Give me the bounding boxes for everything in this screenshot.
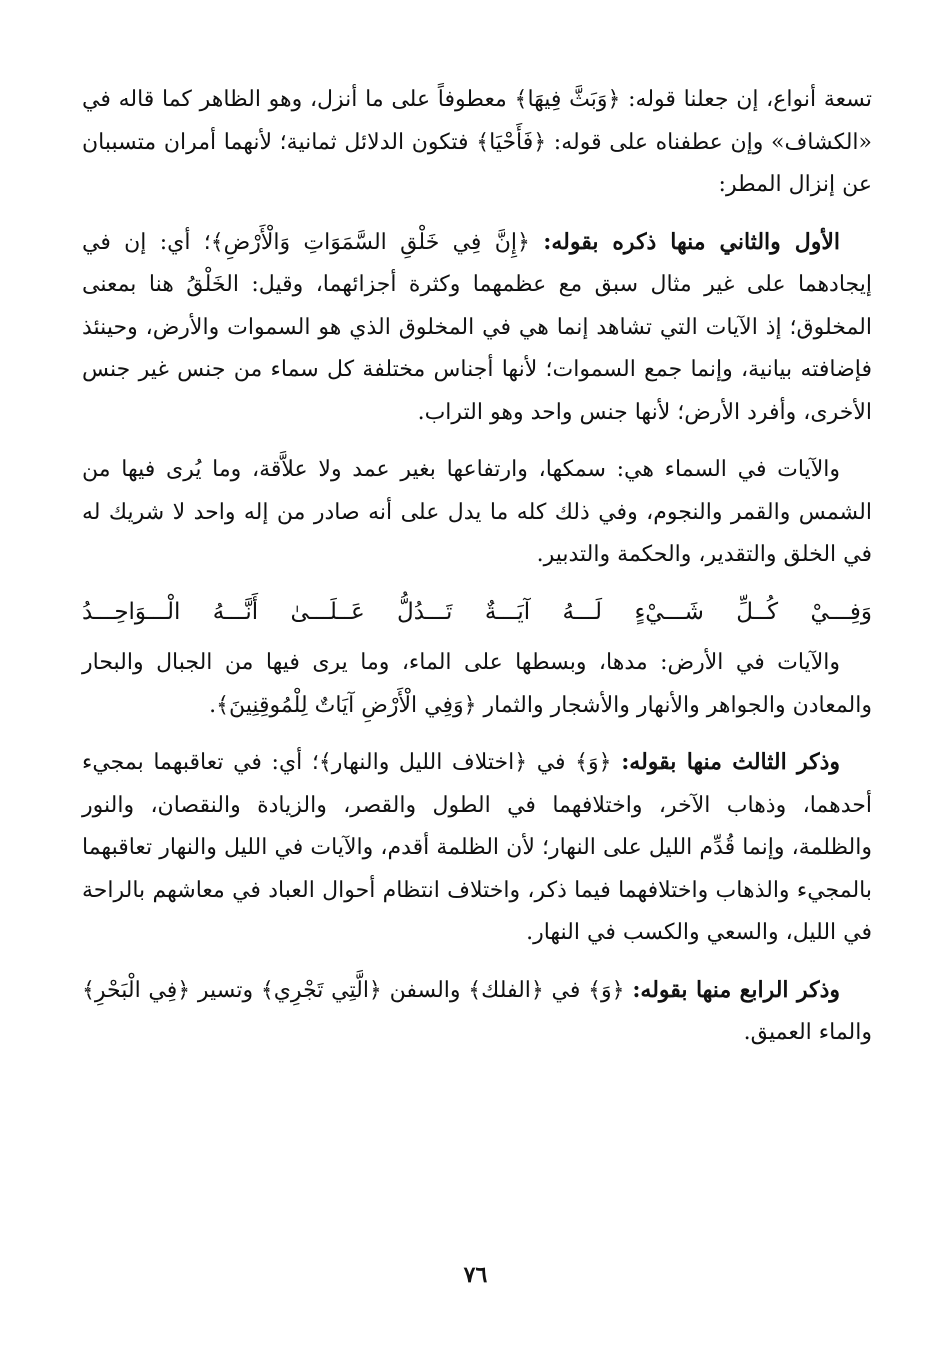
poem-word: تَـــدُلُّ xyxy=(397,598,453,625)
paragraph-text: ﴿وَ﴾ في ﴿الفلك﴾ والسفن ﴿الَّتِي تَجْرِي﴾ وتسير ﴿فِي الْبَحْرِ﴾ والماء العميق. xyxy=(82,977,872,1045)
poem-word: آيَـــةٌ xyxy=(484,598,531,625)
paragraph-3 xyxy=(82,448,872,577)
page-number: ٧٦ xyxy=(463,1262,488,1288)
paragraph-text: والآيات في الأرض: مدها، وبسطها على الماء، وما يرى فيها من الجبال والبحار والمعادن والجواهر والأنهار والأشجار والثمار ﴿وَفِي الْأَرْضِ آيَاتٌ لِلْمُوقِنِينَ﴾. xyxy=(82,650,872,718)
paragraph-text: تسعة أنواع، إن جعلنا قوله: ﴿وَبَثَّ فِيهَا﴾ معطوفاً على ما أنزل، وهو الظاهر كما قاله في «الكشاف» وإن عطفناه على قوله: ﴿فَأَحْيَا﴾ فتكون الدلائل ثمانية؛ لأنهما أمران متسببان عن إنزال المطر: xyxy=(82,87,872,197)
paragraph-lead: وذكر الرابع منها بقوله: xyxy=(632,976,840,1003)
paragraph-5 xyxy=(82,741,872,955)
paragraph-text: والآيات في السماء هي: سمكها، وارتفاعها بغير عمد ولا علاَّقة، وما يُرى فيها من الشمس والقمر والنجوم، وفي ذلك كله ما يدل على أنه صادر من إله واحد لا شريك له في الخلق والتقدير، والحكمة والتدبير. xyxy=(82,457,872,567)
poem-word: عَــلَـــىٰ xyxy=(290,598,365,625)
paragraph-6 xyxy=(82,969,872,1055)
paragraph-2 xyxy=(82,221,872,435)
poem-word: كُــلِّ xyxy=(736,598,779,625)
paragraph-text: ﴿إِنَّ فِي خَلْقِ السَّمَوَاتِ وَالْأَرْضِ﴾؛ أي: إن في إيجادهما على غير مثال سبق مع عظمهما وكثرة أجزائهما، وقيل: الخَلْقُ هنا بمعنى المخلوق؛ إذ الآيات التي تشاهد إنما هي في المخلوق الذي هو السموات والأرض، وحينئذ فإضافته بيانية، وإنما جمع السموات؛ لأنها أجناس مختلفة كل سماء من جنس غير جنس الأخرى، وأفرد الأرض؛ لأنها جنس واحد وهو التراب. xyxy=(82,229,872,425)
poem-word: الْـــوَاحِـــدُ xyxy=(82,598,181,625)
poem-word: شَـــيْءٍ xyxy=(634,598,704,625)
poem-word: وَفِـــيْ xyxy=(810,598,872,625)
paragraph-lead: الأول والثاني منها ذكره بقوله: xyxy=(543,228,840,255)
paragraph-1 xyxy=(82,78,872,207)
page-body xyxy=(82,78,872,1069)
poem-verse xyxy=(82,591,872,634)
paragraph-text: ﴿وَ﴾ في ﴿اختلاف الليل والنهار﴾؛ أي: في تعاقبهما بمجيء أحدهما، وذهاب الآخر، واختلافهما في الطول والقصر، والزيادة والنقصان، والنور والظلمة، وإنما قُدِّم الليل على النهار؛ لأن الظلمة أقدم، والآيات في الليل والنهار تعاقبهما بالمجيء والذهاب واختلافهما فيما ذكر، واختلاف انتظام أحوال العباد في معاشهم بالراحة في الليل، والسعي والكسب في النهار. xyxy=(82,750,872,945)
poem-word: أَنَّـــهُ xyxy=(212,598,259,625)
paragraph-lead: وذكر الثالث منها بقوله: xyxy=(621,749,840,775)
paragraph-4 xyxy=(82,641,872,727)
poem-word: لَـــهُ xyxy=(562,598,603,625)
